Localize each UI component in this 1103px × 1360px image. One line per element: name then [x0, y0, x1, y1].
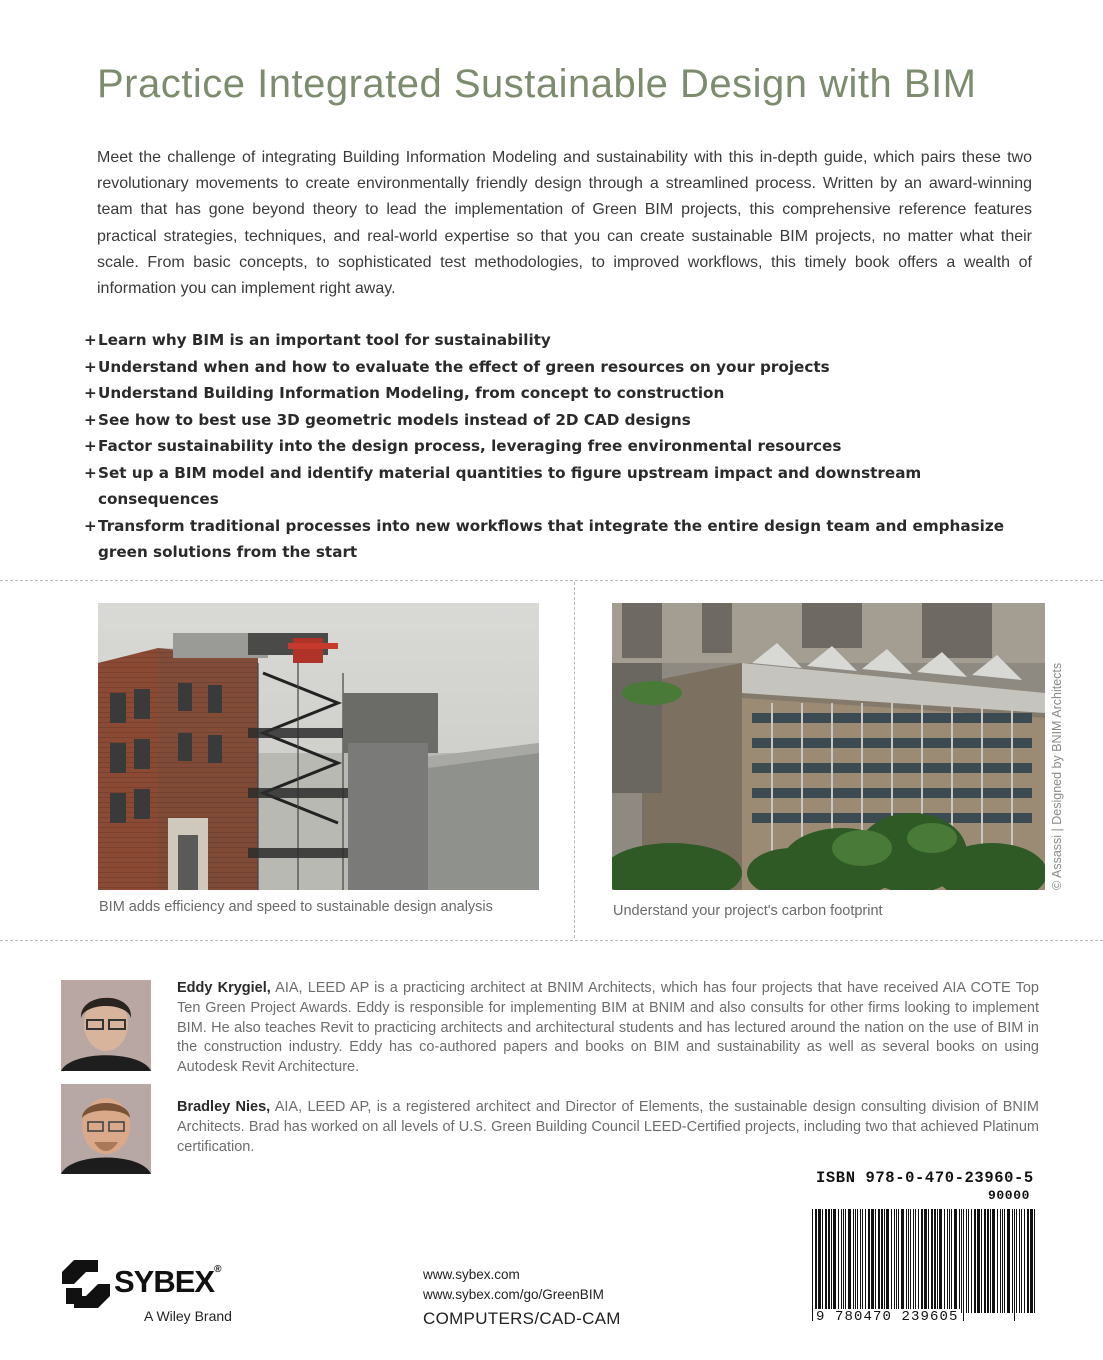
avatar	[61, 1084, 151, 1174]
author-bio-2: Bradley Nies, AIA, LEED AP, is a registered architect and Director of Elements, the sustainable design consulting division of BNIM Architects. Brad has worked on all levels of U.S. Green Building Council LEED-Certified projects, including two that achieved Platinum certification.	[177, 1099, 1039, 1155]
plus-icon: +	[84, 384, 97, 402]
barcode-digits: 9 780470 239605	[816, 1309, 959, 1325]
left-figure-caption: BIM adds efficiency and speed to sustainable design analysis	[99, 899, 493, 915]
barcode-bar	[896, 1209, 897, 1313]
barcode-bar	[1021, 1209, 1022, 1313]
barcode-bar	[910, 1209, 911, 1313]
book-category: COMPUTERS/CAD-CAM	[423, 1309, 621, 1328]
barcode-bar	[828, 1209, 830, 1313]
plus-icon: +	[84, 437, 97, 455]
barcode-bar	[981, 1209, 982, 1313]
barcode-bar	[855, 1209, 856, 1313]
list-item: + Learn why BIM is an important tool for sustainability	[84, 327, 1029, 354]
barcode-bar	[862, 1209, 863, 1321]
barcode-bar	[1007, 1209, 1010, 1313]
barcode-bar	[1014, 1209, 1015, 1321]
sybex-logo-icon	[60, 1258, 112, 1310]
barcode-bar	[1016, 1209, 1017, 1313]
website-link[interactable]: www.sybex.com	[423, 1267, 520, 1282]
intro-paragraph: Meet the challenge of integrating Building Information Modeling and sustainability with this in-depth guide, which pairs these two revolutionary movements to create environmentally friendly design through a streamlined process. Written by an award-winning team that has gone beyond theory to lead the implementation of Green BIM projects, this comprehensive reference features practical strategies, techniques, and real-world expertise so that you can create sustainable BIM projects, no matter what their scale. From basic concepts, to sophisticated test methodologies, to improved workflows, this timely book offers a wealth of information you can implement right away.	[97, 149, 1032, 298]
right-figure-caption: Understand your project's carbon footprint	[613, 903, 883, 919]
barcode-bar	[1004, 1209, 1005, 1313]
barcode-bar	[1000, 1209, 1001, 1313]
barcode-bar	[931, 1209, 933, 1313]
barcode-bar	[977, 1209, 980, 1313]
barcode-bar	[818, 1209, 821, 1313]
registered-mark: ®	[214, 1264, 221, 1275]
barcode-bar	[833, 1209, 836, 1313]
barcode-bar	[968, 1209, 969, 1313]
barcode-bar	[918, 1209, 919, 1313]
barcode-bar	[822, 1209, 823, 1313]
barcode-bar	[853, 1209, 854, 1313]
author-name: Eddy Krygiel,	[177, 980, 271, 996]
plus-icon: +	[84, 331, 97, 349]
barcode-image	[810, 1207, 1040, 1325]
list-item: + Transform traditional processes into new workflows that integrate the entire design team and emphasize green solutions from the start	[84, 513, 1029, 566]
list-item: + See how to best use 3D geometric models instead of 2D CAD designs	[84, 407, 1029, 434]
barcode-bar	[1012, 1209, 1013, 1313]
publisher-name: SYBEX	[114, 1264, 215, 1299]
photo-credit: © Assassi | Designed by BNIM Architects	[1050, 662, 1064, 890]
plus-icon: +	[84, 516, 97, 535]
barcode-bar	[875, 1209, 876, 1313]
barcode-bar	[841, 1209, 842, 1313]
barcode-bar	[974, 1209, 976, 1313]
book-website-link[interactable]: www.sybex.com/go/GreenBIM	[423, 1287, 604, 1302]
list-item: + Understand Building Information Modeling, from concept to construction	[84, 380, 1029, 407]
barcode-bar	[954, 1209, 957, 1313]
barcode-bar	[865, 1209, 866, 1313]
barcode-bar	[947, 1209, 948, 1313]
barcode-bar	[845, 1209, 846, 1313]
barcode-bar	[1034, 1209, 1035, 1313]
barcode-bar	[843, 1209, 844, 1313]
barcode-bar	[961, 1209, 962, 1313]
barcode-bar	[992, 1209, 995, 1313]
feature-list	[84, 327, 1029, 565]
barcode-bar	[944, 1209, 945, 1313]
divider-bottom	[0, 940, 1103, 941]
bim-render-image	[98, 603, 539, 890]
barcode-bar	[937, 1209, 938, 1313]
barcode-bar	[878, 1209, 880, 1313]
barcode-bar	[908, 1209, 909, 1313]
barcode-bar	[924, 1209, 927, 1313]
price-code: 90000	[988, 1188, 1031, 1203]
author-bio-1: Eddy Krygiel, AIA, LEED AP is a practicing architect at BNIM Architects, which has four projects that have received AIA COTE Top Ten Green Project Awards. Eddy is responsible for implementing BIM at BNIM and also consults for other firms looking to implement BIM. He also teaches Revit to practicing architects and architectural students and has lectured around the nation on the use of BIM in the construction industry. Eddy has co-authored papers and books on BIM and sustainability as well as several books on using Autodesk Revit Architecture.	[177, 980, 1039, 1076]
barcode-bar	[966, 1209, 967, 1313]
list-item: + Set up a BIM model and identify material quantities to figure upstream impact and downstream consequences	[84, 460, 1029, 513]
building-photo-image	[612, 603, 1045, 890]
barcode-bar	[997, 1209, 998, 1313]
plus-icon: +	[84, 357, 97, 376]
list-item: + Understand when and how to evaluate the effect of green resources on your projects	[84, 354, 1029, 381]
barcode-bar	[1024, 1209, 1025, 1313]
barcode-bar	[838, 1209, 839, 1313]
publisher-tagline: A Wiley Brand	[144, 1308, 232, 1324]
barcode-bar	[906, 1209, 907, 1313]
barcode-bar	[921, 1209, 923, 1313]
barcode-bar	[913, 1209, 914, 1321]
barcode-bar	[928, 1209, 929, 1313]
barcode-bar	[831, 1209, 832, 1313]
barcode-bar	[915, 1209, 916, 1313]
plus-icon: +	[84, 410, 97, 429]
page-title: Practice Integrated Sustainable Design with BIM	[97, 62, 977, 106]
barcode-bar	[971, 1209, 972, 1313]
barcode-bar	[848, 1209, 851, 1313]
barcode-bar	[951, 1209, 952, 1313]
barcode-bar	[1030, 1209, 1033, 1313]
divider-vertical	[574, 582, 575, 938]
barcode-bar	[949, 1209, 950, 1313]
barcode-bar	[881, 1209, 883, 1313]
isbn-label: ISBN 978-0-470-23960-5	[816, 1169, 1034, 1187]
list-item: + Factor sustainability into the design process, leveraging free environmental resources	[84, 433, 1029, 460]
publisher-links	[423, 1265, 621, 1331]
barcode-bar	[860, 1209, 861, 1313]
barcode-bar	[990, 1209, 991, 1313]
barcode-bar	[871, 1209, 874, 1313]
barcode-bar	[812, 1209, 813, 1321]
barcode-bar	[891, 1209, 892, 1313]
barcode-bar	[939, 1209, 942, 1313]
author-name: Bradley Nies,	[177, 1099, 271, 1115]
barcode-bar	[1019, 1209, 1020, 1313]
barcode-bar	[815, 1209, 817, 1313]
barcode-bar	[987, 1209, 989, 1313]
barcode-bar	[934, 1209, 936, 1313]
barcode-bar	[984, 1209, 986, 1313]
barcode-bar	[886, 1209, 889, 1313]
barcode-bar	[1002, 1209, 1003, 1313]
barcode-bar	[901, 1209, 904, 1313]
barcode-bar	[1027, 1209, 1029, 1313]
divider-top	[0, 580, 1103, 581]
barcode-bar	[898, 1209, 899, 1313]
barcode-bar	[959, 1209, 960, 1313]
barcode-bar	[825, 1209, 827, 1313]
barcode-bar	[868, 1209, 870, 1313]
sybex-logo	[60, 1258, 260, 1328]
barcode-bar	[963, 1209, 964, 1321]
barcode-bar	[857, 1209, 858, 1313]
barcode-bar	[894, 1209, 895, 1313]
plus-icon: +	[84, 463, 97, 482]
avatar	[61, 980, 151, 1071]
barcode-bar	[884, 1209, 885, 1313]
